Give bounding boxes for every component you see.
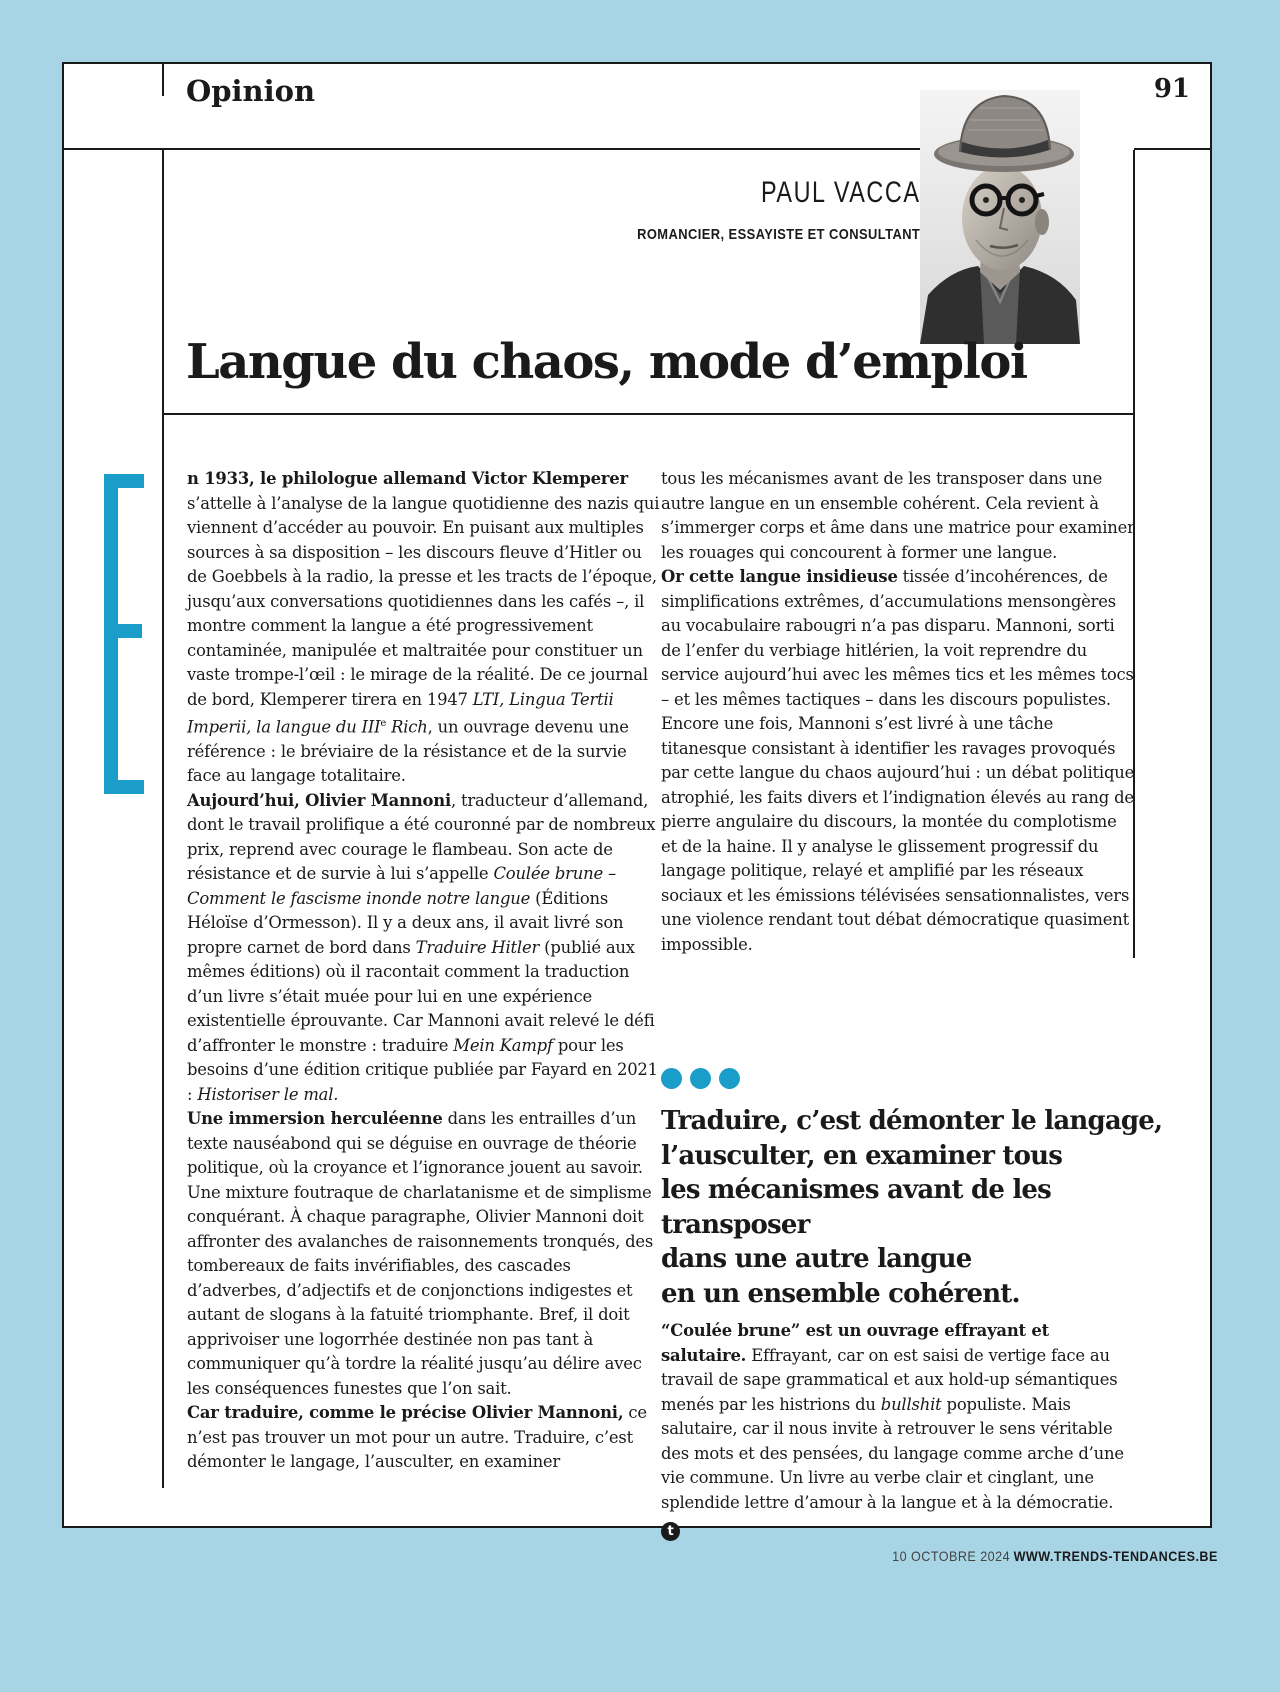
end-mark-icon: t (661, 1522, 680, 1541)
dot-icon (719, 1068, 740, 1089)
article-column-left (187, 467, 662, 1475)
paragraph-lead: Or cette langue insidieuse (661, 567, 898, 586)
pull-quote-line: les mécanismes avant de les transposer (661, 1175, 1051, 1240)
article-column-right (661, 467, 1136, 957)
article-title: Langue du chaos, mode d’emploi (186, 334, 1027, 390)
pull-quote (661, 1104, 1201, 1311)
page-number: 91 (1153, 74, 1190, 104)
paragraph-lead: “Coulée brune” est un ouvrage effrayant et salutaire. (661, 1321, 1050, 1365)
pull-quote-line: l’ausculter, en examiner tous (661, 1140, 1063, 1171)
paragraph: “Coulée brune” est un ouvrage effrayant et salutaire. Effrayant, car on est saisi de vertige face au travail de sape grammatical et aux hold-up sémantiques menés par les histrions du bullshit populiste. Mais salutaire, car il nous invite à retrouver le sens véritable des mots et des pensées, du langage comme arche d’une vie commune. Un livre au verbe clair et cinglant, une splendide lettre d’amour à la langue et à la démocratie. t (661, 1321, 1124, 1539)
title-bottom-rule (162, 413, 1134, 415)
paragraph: Aujourd’hui, Olivier Mannoni, traducteur d’allemand, dont le travail prolifique a été couronné par de nombreux prix, reprend avec courage le flambeau. Son acte de résistance et de survie à lui s’appelle Coulée brune – Comment le fascisme inonde notre langue (Éditions Héloïse d’Ormesson). Il y a deux ans, il avait livré son propre carnet de bord dans Traduire Hitler (publié aux mêmes éditions) où il racontait comment la traduction d’un livre s’était muée pour lui en une expérience existentielle éprouvante. Car Mannoni avait relevé le défi d’affronter le monstre : traduire Mein Kampf pour les besoins d’une édition critique publiée par Fayard en 2021 : Historiser le mal. (187, 790, 658, 1104)
author-role: ROMANCIER, ESSAYISTE ET CONSULTANT (636, 226, 920, 243)
portrait-frame-rule (1079, 148, 1134, 150)
paragraph-lead: Aujourd’hui, Olivier Mannoni (187, 790, 452, 810)
drop-cap-e (100, 474, 144, 794)
paragraph: Or cette langue insidieuse tissée d’incohérences, de simplifications extrêmes, d’accumulations mensongères au vocabulaire rabougri n’a pas disparu. Mannoni, sorti de l’enfer du verbiage hitlérien, la voit reprendre du service aujourd’hui avec les mêmes tics et les mêmes tocs – et les mêmes tactiques – dans les discours populistes. Encore une fois, Mannoni s’est livré à une tâche titanesque consistant à identifier les ravages provoqués par cette langue du chaos aujourd’hui : un débat politique atrophié, les faits divers et l’indignation élevés au rang de pierre angulaire du discours, la montée du complotisme et de la haine. Il y analyse le glissement progressif du langage politique, relayé et amplifié par les réseaux sociaux et les émissions télévisées sensationnalistes, vers une violence rendant tout débat démocratique quasiment impossible. (661, 567, 1135, 954)
author-portrait (920, 90, 1080, 344)
author-name: PAUL VACCA (760, 176, 920, 209)
left-frame-rule (162, 148, 164, 1488)
pull-quote-line: Traduire, c’est démonter le langage, (661, 1106, 1163, 1136)
header-divider (162, 64, 164, 96)
pull-quote-line: dans une autre langue (661, 1244, 972, 1274)
pull-quote-line: en un ensemble cohérent. (661, 1278, 1020, 1309)
article-column-right-end (661, 1319, 1136, 1541)
paragraph: Car traduire, comme le précise Olivier Mannoni, ce n’est pas trouver un mot pour un autre. Traduire, c’est démonter le langage, l’ausculter, en examiner (187, 1403, 647, 1472)
paragraph: Une immersion herculéenne dans les entrailles d’un texte nauséabond qui se déguise en ouvrage de théorie politique, où la croyance et l’ignorance jouent au savoir. Une mixture foutraque de charlatanisme et de simplisme conquérant. À chaque paragraphe, Olivier Mannoni doit affronter des avalanches de raisonnements tronqués, des tombereaux de faits invérifiables, des cascades d’adverbes, d’adjectifs et de conjonctions indigestes et autant de slogans à la fatuité triomphante. Bref, il doit apprivoiser une logorrhée destinée non pas tant à communiquer qu’à tordre la réalité jusqu’au délire avec les conséquences funestes que l’on sait. (187, 1109, 654, 1398)
pullquote-dots (661, 1068, 740, 1089)
website-link[interactable]: WWW.TRENDS-TENDANCES.BE (1013, 1548, 1218, 1564)
section-label: Opinion (186, 74, 316, 108)
dot-icon (661, 1068, 682, 1089)
issue-date: 10 OCTOBRE 2024 (892, 1548, 1011, 1564)
paragraph-lead: Une immersion herculéenne (187, 1109, 443, 1129)
paragraph: n 1933, le philologue allemand Victor Klemperer s’attelle à l’analyse de la langue quotidienne des nazis qui viennent d’accéder au pouvoir. En puisant aux multiples sources à sa disposition – les discours fleuve d’Hitler ou de Goebbels à la radio, la presse et les tracts de l’époque, jusqu’aux conversations quotidiennes dans les cafés –, il montre comment la langue a été progressivement contaminée, manipulée et maltraitée pour constituer un vaste trompe-l’œil : le mirage de la réalité. De ce journal de bord, Klemperer tirera en 1947 LTI, Lingua Tertii Imperii, la langue du IIIe Rich, un ouvrage devenu une référence : le bréviaire de la résistance et de la survie face au langage totalitaire. (187, 469, 660, 786)
paragraph-lead: n 1933, le philologue allemand Victor Klemperer (187, 469, 628, 488)
dot-icon (690, 1068, 711, 1089)
page-footer (892, 1548, 1218, 1564)
paragraph: tous les mécanismes avant de les transposer dans une autre langue en un ensemble cohérent. Cela revient à s’immerger corps et âme dans une matrice pour examiner les rouages qui concourent à former une langue. (661, 469, 1135, 562)
portrait-photo-icon (920, 90, 1080, 344)
paragraph-lead: Car traduire, comme le précise Olivier Mannoni, (187, 1403, 624, 1423)
magazine-page (62, 62, 1212, 1539)
